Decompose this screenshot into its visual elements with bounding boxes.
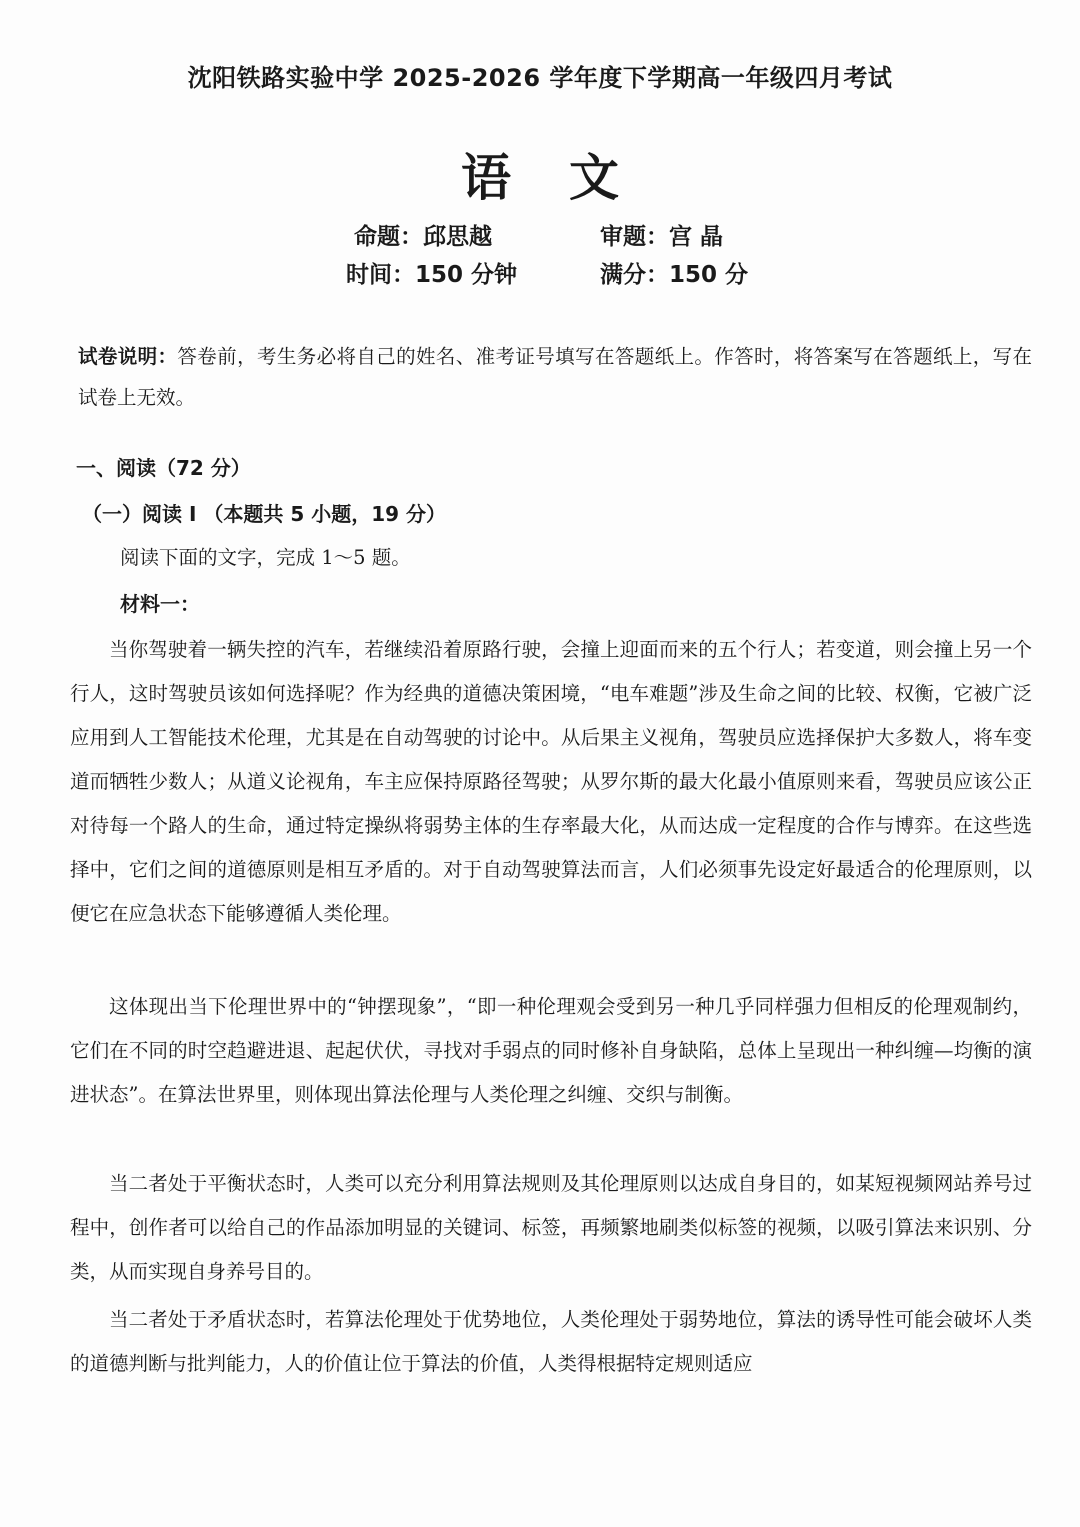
score-label: 满分： [600, 262, 669, 288]
time-label: 时间： [346, 262, 415, 288]
setter-label: 命题： [354, 224, 423, 250]
time-value: 150 分钟 [415, 262, 518, 288]
section-title: 一、阅读（72 分） [76, 456, 251, 480]
paragraph-1: 当你驾驶着一辆失控的汽车，若继续沿着原路行驶，会撞上迎面而来的五个行人；若变道，则会撞上另一个行人，这时驾驶员该如何选择呢？作为经典的道德决策困境，“电车难题”涉及生命之间的比较、权衡，它被广泛应用到人工智能技术伦理，尤其是在自动驾驶的讨论中。从后果主义视角，驾驶员应选择保护大多数人，将车变道而牺牲少数人；从道义论视角，车主应保持原路径驾驶；从罗尔斯的最大化最小值原则来看，驾驶员应该公正对待每一个路人的生命，通过特定操纵将弱势主体的生存率最大化，从而达成一定程度的合作与博弈。在这些选择中，它们之间的道德原则是相互矛盾的。对于自动驾驶算法而言，人们必须事先设定好最适合的伦理原则，以便它在应急状态下能够遵循人类伦理。 [70, 638, 1032, 925]
subsection-title: （一）阅读 I （本题共 5 小题，19 分） [82, 502, 447, 526]
time-line [346, 256, 517, 289]
reading-direction: 阅读下面的文字，完成 1～5 题。 [120, 546, 411, 569]
subject-char-2: 文 [569, 149, 619, 207]
subject-char-1: 语 [461, 149, 511, 207]
paragraph-3: 当二者处于平衡状态时，人类可以充分利用算法规则及其伦理原则以达成自身目的，如某短视频网站养号过程中，创作者可以给自己的作品添加明显的关键词、标签，再频繁地刷类似标签的视频，以吸引算法来识别、分类，从而实现自身养号目的。 [70, 1172, 1032, 1283]
score-line [600, 256, 748, 289]
reviewer-name: 宫 晶 [669, 224, 724, 250]
setter-line [354, 218, 492, 251]
reviewer-line [600, 218, 723, 251]
paragraph-2: 这体现出当下伦理世界中的“钟摆现象”，“即一种伦理观会受到另一种几乎同样强力但相反的伦理观制约，它们在不同的时空趋避进退、起起伏伏，寻找对手弱点的同时修补自身缺陷，总体上呈现出一种纠缠—均衡的演进状态”。在算法世界里，则体现出算法伦理与人类伦理之纠缠、交织与制衡。 [70, 995, 1032, 1106]
reviewer-label: 审题： [600, 224, 669, 250]
instructions-lead: 试卷说明： [78, 345, 178, 368]
paragraph-4: 当二者处于矛盾状态时，若算法伦理处于优势地位，人类伦理处于弱势地位，算法的诱导性可能会破坏人类的道德判断与批判能力，人的价值让位于算法的价值，人类得根据特定规则适应 [70, 1308, 1032, 1375]
score-value: 150 分 [669, 262, 749, 288]
setter-name: 邱思越 [423, 224, 492, 250]
exam-title: 沈阳铁路实验中学 2025-2026 学年度下学期高一年级四月考试 [187, 64, 893, 92]
instructions [78, 336, 1032, 418]
instructions-text: 答卷前，考生务必将自己的姓名、准考证号填写在答题纸上。作答时，将答案写在答题纸上，写在试卷上无效。 [78, 345, 1032, 409]
subject-title [0, 138, 1080, 210]
material-label: 材料一： [120, 592, 200, 616]
